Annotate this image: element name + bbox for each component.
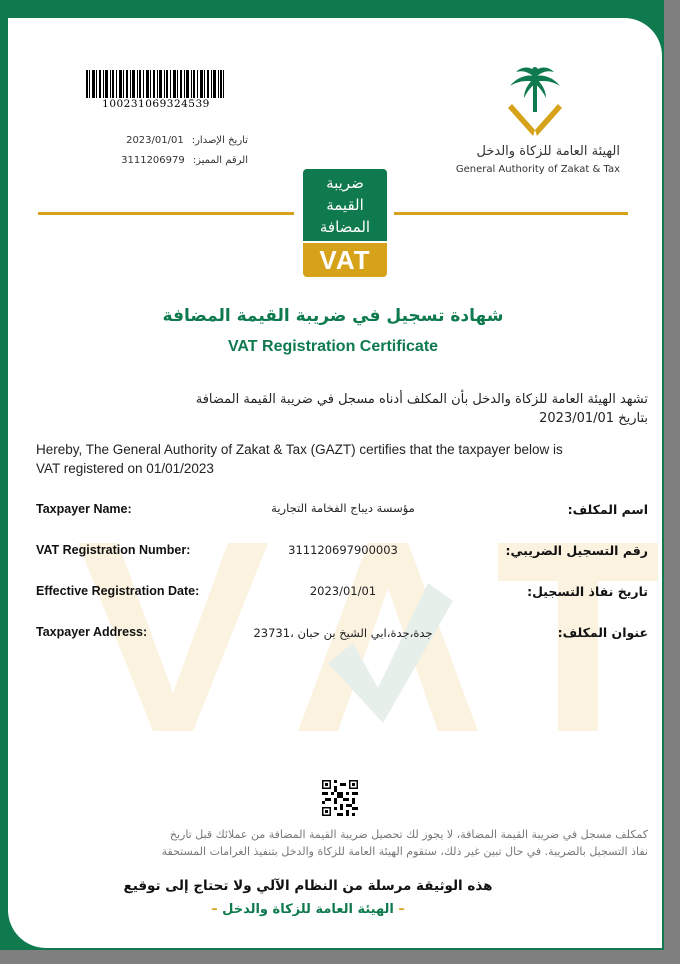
vat-number-value: 311120697900003 [288, 543, 398, 557]
footer-authority-name: الهيئة العامة للزكاة والدخل [222, 902, 394, 917]
vat-badge-arabic [305, 172, 385, 238]
vat-badge-bottom [303, 243, 387, 277]
vat-number-label-ar: رقم التسجيل الضريبي: [505, 543, 648, 558]
unique-number-row [100, 155, 248, 166]
palm-tree-logo-icon [504, 64, 566, 138]
intro-en-line1: Hereby, The General Authority of Zakat & Tax (GAZT) certifies that the taxpayer below is [36, 442, 563, 457]
authority-name-en: General Authority of Zakat & Tax [455, 164, 620, 175]
taxpayer-name-label-en: Taxpayer Name: [36, 502, 132, 516]
vat-number-label-en: VAT Registration Number: [36, 543, 191, 557]
taxpayer-address-label-en: Taxpayer Address: [36, 625, 148, 639]
vat-badge-top [303, 169, 387, 241]
certificate-title-en: VAT Registration Certificate [227, 338, 439, 355]
taxpayer-address-label-ar: عنوان المكلف: [557, 625, 648, 640]
intro-ar-line1: تشهد الهيئة العامة للزكاة والدخل بأن المكلف أدناه مسجل في ضريبة القيمة المضافة [195, 392, 648, 407]
vat-badge-line1: ضريبة [326, 174, 364, 192]
taxpayer-name-label-ar: اسم المكلف: [567, 502, 648, 517]
intro-text-en [36, 440, 648, 478]
taxpayer-address-value: جدة،جدة،ابي الشيخ بن حبان ،23731 [253, 626, 433, 640]
intro-en-line2: VAT registered on 01/01/2023 [36, 461, 214, 476]
intro-text-ar [36, 390, 648, 428]
unique-number-value: 3111206979 [121, 155, 185, 166]
gold-divider-right [394, 212, 628, 215]
issue-date-label: تاريخ الإصدار: [191, 135, 248, 146]
vat-badge-line2: القيمة [326, 196, 364, 214]
vat-badge [303, 169, 387, 277]
issue-date-value: 2023/01/01 [126, 135, 184, 146]
registration-date-value: 2023/01/01 [309, 584, 377, 598]
qr-code-icon [322, 780, 358, 816]
registration-date-label-ar: تاريخ نفاذ التسجيل: [527, 584, 648, 599]
barcode-number: 100231069324539 [85, 98, 227, 110]
notice-line2: نفاذ التسجيل بالضريبة. في حال تبين غير ذلك، ستقوم الهيئة العامة للزكاة والدخل بتنفيذ الغرامات المستحقة [161, 845, 648, 858]
vat-badge-line3: المضافة [319, 218, 371, 236]
taxpayer-name-value: مؤسسة ديباج الفخامة التجارية [271, 501, 415, 515]
footer-authority: – الهيئة العامة للزكاة والدخل – [211, 902, 405, 917]
unique-number-label: الرقم المميز: [192, 155, 248, 166]
automated-document-note: هذه الوثيقة مرسلة من النظام الآلي ولا تحتاج إلى توقيع [123, 878, 493, 894]
certificate-title-ar: شهادة تسجيل في ضريبة القيمة المضافة [162, 306, 504, 326]
certificate-card [8, 18, 662, 948]
authority-name-ar: الهيئة العامة للزكاة والدخل [476, 144, 620, 159]
registration-date-label-en: Effective Registration Date: [36, 584, 200, 598]
vat-badge-label: VAT [319, 245, 371, 275]
notice-line1: كمكلف مسجل في ضريبة القيمة المضافة، لا يجوز لك تحصيل ضريبة القيمة المضافة من عملائك قبل تاريخ [169, 828, 648, 841]
issue-date-row [100, 135, 248, 146]
intro-ar-line2: بتاريخ 2023/01/01 [539, 411, 648, 426]
gold-divider-left [38, 212, 294, 215]
registration-notice [36, 826, 648, 860]
